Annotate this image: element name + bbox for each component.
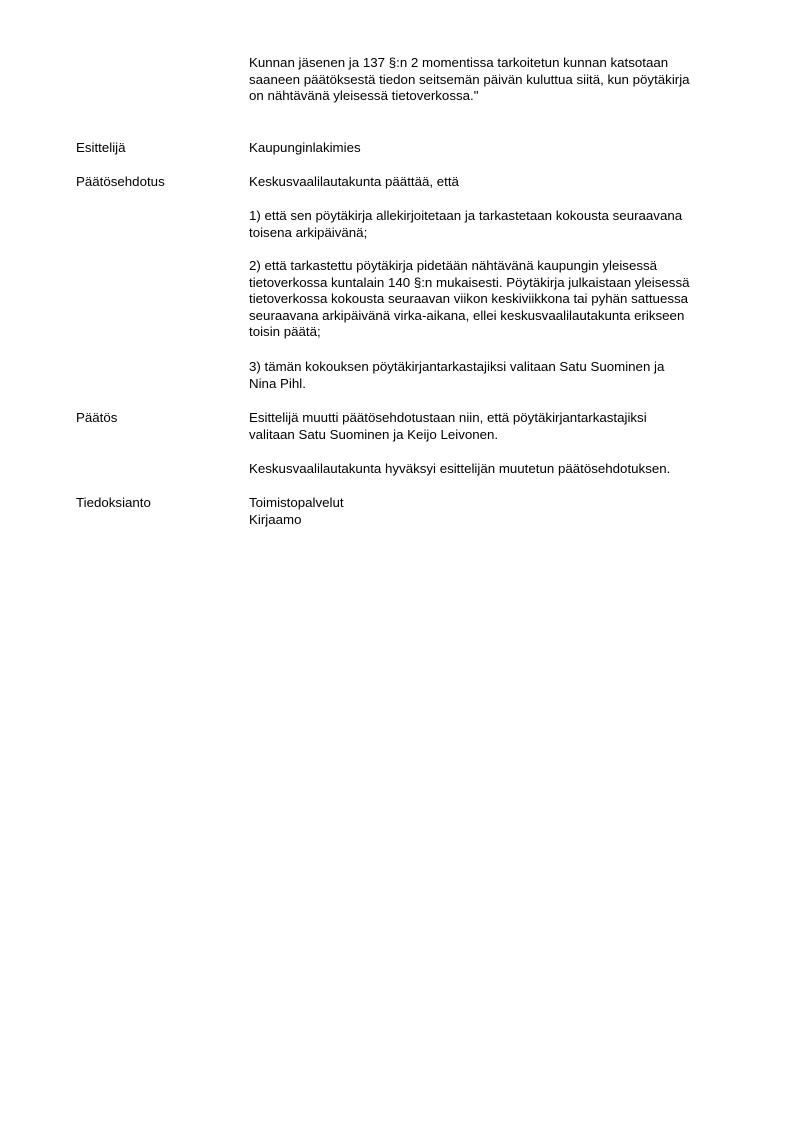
item-1-text (249, 208, 737, 241)
text-line: seuraavana arkipäivänä virka-aikana, ellei keskusvaalilautakunta erikseen (249, 307, 685, 323)
text-line: 1) että sen pöytäkirja allekirjoitetaan ja tarkastetaan kokousta seuraavana (249, 208, 683, 223)
text-line: Esittelijä muutti päätösehdotustaan niin, että pöytäkirjantarkastajiksi (249, 410, 647, 425)
text-line: on nähtävänä yleisessä tietoverkossa." (249, 88, 479, 103)
text-line: saaneen päätöksestä tiedon seitsemän päivän kuluttua siitä, kun pöytäkirja (249, 71, 690, 87)
paatosehdotus-intro: Keskusvaalilautakunta päättää, että (249, 174, 459, 189)
text-line: tietoverkossa kokousta seuraavan viikon keskiviikkona tai pyhän sattuessa (249, 291, 689, 306)
paatos-paragraph-2: Keskusvaalilautakunta hyväksyi esittelijän muutetun päätösehdotuksen. (249, 461, 671, 476)
item-2-text (249, 258, 737, 341)
text-line: Kunnan jäsenen ja 137 §:n 2 momentissa tarkoitetun kunnan katsotaan (249, 55, 669, 70)
esittelija-label: Esittelijä (76, 140, 126, 155)
text-line: toisena arkipäivänä; (249, 224, 368, 240)
paatos-paragraph-1 (249, 410, 737, 443)
tiedoksianto-recipients (249, 495, 737, 528)
text-line: Nina Pihl. (249, 375, 306, 391)
paatosehdotus-label: Päätösehdotus (76, 174, 165, 189)
esittelija-value: Kaupunginlakimies (249, 140, 361, 155)
recipient: Kirjaamo (249, 511, 302, 527)
paatos-label: Päätös (76, 410, 118, 425)
item-3-text (249, 359, 737, 392)
intro-paragraph (249, 55, 737, 105)
text-line: 2) että tarkastettu pöytäkirja pidetään nähtävänä kaupungin yleisessä (249, 258, 658, 273)
text-line: tietoverkossa kuntalain 140 §:n mukaisesti. Pöytäkirja julkaistaan yleisessä (249, 274, 690, 290)
text-line: valitaan Satu Suominen ja Keijo Leivonen. (249, 426, 499, 442)
text-line: toisin päätä; (249, 324, 321, 339)
text-line: 3) tämän kokouksen pöytäkirjantarkastajiksi valitaan Satu Suominen ja (249, 359, 665, 374)
tiedoksianto-label: Tiedoksianto (76, 495, 151, 510)
recipient: Toimistopalvelut (249, 495, 344, 510)
